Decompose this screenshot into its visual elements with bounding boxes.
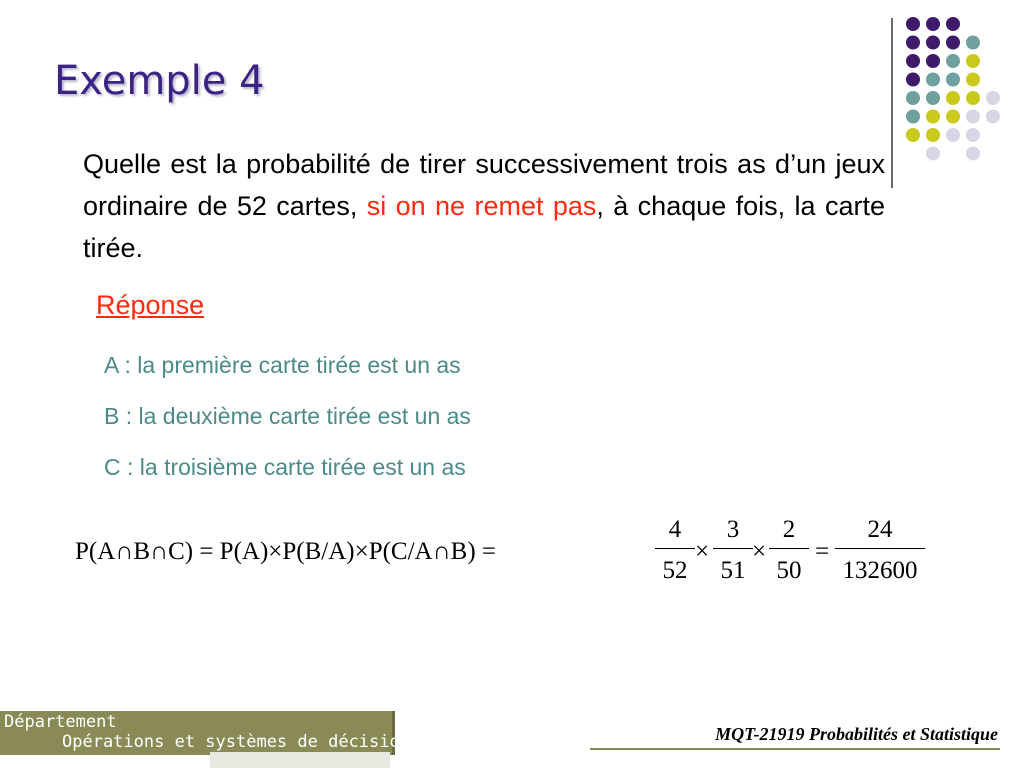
question-part-2: , à chaque fois, la carte tirée. [83,191,885,263]
department-logo [0,711,421,755]
decorative-dot [926,91,940,105]
question-part-1: Quelle est la probabilité de tirer successivement trois as d’un jeux ordinaire de 52 cartes, [83,149,885,221]
fraction-2-numerator: 3 [726,516,740,543]
event-a: A : la première carte tirée est un as [104,352,461,378]
decorative-dot [946,54,960,68]
decorative-dot [946,73,960,87]
decorative-dot [966,147,980,161]
fraction-3 [769,512,809,589]
decorative-dot [946,17,960,31]
decorative-dot [926,110,940,124]
decorative-dot [926,147,940,161]
probability-formula [75,512,955,602]
decorative-dot [926,128,940,142]
divider-line [891,18,893,188]
formula-lhs: P(A∩B∩C) = P(A)×P(B/A)×P(C/A∩B) = [75,538,497,565]
decorative-dot [946,91,960,105]
decorative-dot [966,36,980,50]
logo-line-2: Opérations et systèmes de décisions [62,732,421,752]
decorative-dot [906,54,920,68]
logo-reflection [210,752,390,768]
fraction-1-denominator: 52 [662,557,688,584]
event-b: B : la deuxième carte tirée est un as [104,403,471,429]
decorative-dot [906,17,920,31]
decorative-dot [906,36,920,50]
decorative-dots [905,16,1015,166]
fraction-result-denominator: 132600 [842,557,918,584]
decorative-dot [926,36,940,50]
decorative-dot [946,110,960,124]
fraction-2-denominator: 51 [720,557,746,584]
decorative-dot [966,110,980,124]
decorative-dot [906,128,920,142]
fraction-2 [713,512,753,589]
course-footer: MQT-21919 Probabilités et Statistique [715,724,998,744]
decorative-dot [966,73,980,87]
decorative-dot [986,110,1000,124]
decorative-dot [906,110,920,124]
decorative-dot [926,17,940,31]
decorative-dot [966,128,980,142]
decorative-dot [906,73,920,87]
equals-sign: = [815,538,830,565]
decorative-dot [986,91,1000,105]
question-text [83,143,885,269]
decorative-dot [926,73,940,87]
logo-line-1: Département [4,712,117,732]
decorative-dot [906,91,920,105]
decorative-dot [946,128,960,142]
fraction-1-numerator: 4 [668,516,682,543]
fraction-result [835,512,925,589]
fraction-3-denominator: 50 [776,557,802,584]
decorative-dot [966,91,980,105]
decorative-dot [926,54,940,68]
times-sign-2: × [752,538,767,565]
footer-underline [590,748,1000,750]
decorative-dot [946,36,960,50]
event-c: C : la troisième carte tirée est un as [104,454,466,480]
fraction-1 [655,512,695,589]
slide-title: Exemple 4 [54,58,265,104]
times-sign-1: × [695,538,710,565]
fraction-result-numerator: 24 [867,516,893,543]
question-highlight: si on ne remet pas [366,191,597,221]
decorative-dot [966,54,980,68]
reponse-heading: Réponse [96,290,205,320]
fraction-3-numerator: 2 [782,516,796,543]
